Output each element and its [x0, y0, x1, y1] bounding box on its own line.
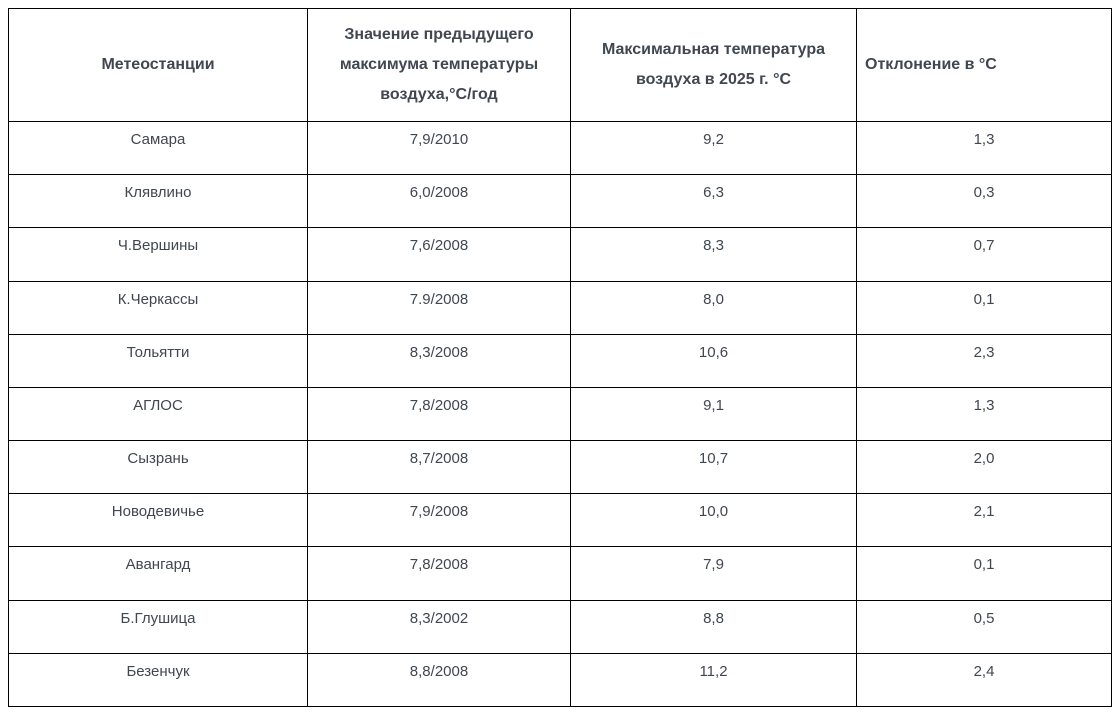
cell-deviation: 2,4	[857, 653, 1112, 706]
cell-prev-max: 7,6/2008	[308, 228, 571, 281]
cell-max-2025: 6,3	[571, 175, 857, 228]
cell-station: К.Черкассы	[9, 281, 308, 334]
table-row	[9, 175, 1112, 228]
cell-deviation: 0,1	[857, 547, 1112, 600]
cell-max-2025: 8,3	[571, 228, 857, 281]
cell-station: Клявлино	[9, 175, 308, 228]
cell-prev-max: 7,8/2008	[308, 387, 571, 440]
cell-deviation: 1,3	[857, 387, 1112, 440]
cell-max-2025: 9,1	[571, 387, 857, 440]
cell-deviation: 0,1	[857, 281, 1112, 334]
cell-max-2025: 8,8	[571, 600, 857, 653]
cell-prev-max: 7,8/2008	[308, 547, 571, 600]
cell-deviation: 2,0	[857, 441, 1112, 494]
table-row	[9, 547, 1112, 600]
table-body	[9, 122, 1112, 707]
cell-prev-max: 8,7/2008	[308, 441, 571, 494]
table-row	[9, 600, 1112, 653]
cell-deviation: 2,3	[857, 334, 1112, 387]
cell-max-2025: 11,2	[571, 653, 857, 706]
cell-station: Новодевичье	[9, 494, 308, 547]
cell-prev-max: 7,9/2008	[308, 494, 571, 547]
cell-max-2025: 10,6	[571, 334, 857, 387]
cell-prev-max: 8,3/2002	[308, 600, 571, 653]
cell-max-2025: 10,7	[571, 441, 857, 494]
cell-prev-max: 7,9/2010	[308, 122, 571, 175]
cell-station: Сызрань	[9, 441, 308, 494]
table-row	[9, 228, 1112, 281]
header-station: Метеостанции	[9, 9, 308, 122]
weather-stations-table	[8, 8, 1112, 707]
table-row	[9, 387, 1112, 440]
cell-max-2025: 10,0	[571, 494, 857, 547]
header-prev-max: Значение предыдущего максимума температуры воздуха,°С/год	[308, 9, 571, 122]
cell-station: Безенчук	[9, 653, 308, 706]
cell-station: Самара	[9, 122, 308, 175]
table-header	[9, 9, 1112, 122]
cell-station: Авангард	[9, 547, 308, 600]
table-row	[9, 122, 1112, 175]
cell-max-2025: 9,2	[571, 122, 857, 175]
table-row	[9, 334, 1112, 387]
cell-deviation: 2,1	[857, 494, 1112, 547]
cell-deviation: 0,5	[857, 600, 1112, 653]
cell-prev-max: 8,3/2008	[308, 334, 571, 387]
cell-deviation: 0,3	[857, 175, 1112, 228]
table-row	[9, 494, 1112, 547]
cell-deviation: 1,3	[857, 122, 1112, 175]
header-deviation: Отклонение в °С	[857, 9, 1112, 122]
table-row	[9, 441, 1112, 494]
cell-deviation: 0,7	[857, 228, 1112, 281]
cell-prev-max: 6,0/2008	[308, 175, 571, 228]
table-row	[9, 653, 1112, 706]
cell-station: Ч.Вершины	[9, 228, 308, 281]
cell-prev-max: 8,8/2008	[308, 653, 571, 706]
cell-prev-max: 7.9/2008	[308, 281, 571, 334]
cell-max-2025: 8,0	[571, 281, 857, 334]
table-row	[9, 281, 1112, 334]
cell-max-2025: 7,9	[571, 547, 857, 600]
cell-station: Тольятти	[9, 334, 308, 387]
header-max-2025: Максимальная температура воздуха в 2025 г. °С	[571, 9, 857, 122]
cell-station: АГЛОС	[9, 387, 308, 440]
cell-station: Б.Глушица	[9, 600, 308, 653]
header-row	[9, 9, 1112, 122]
